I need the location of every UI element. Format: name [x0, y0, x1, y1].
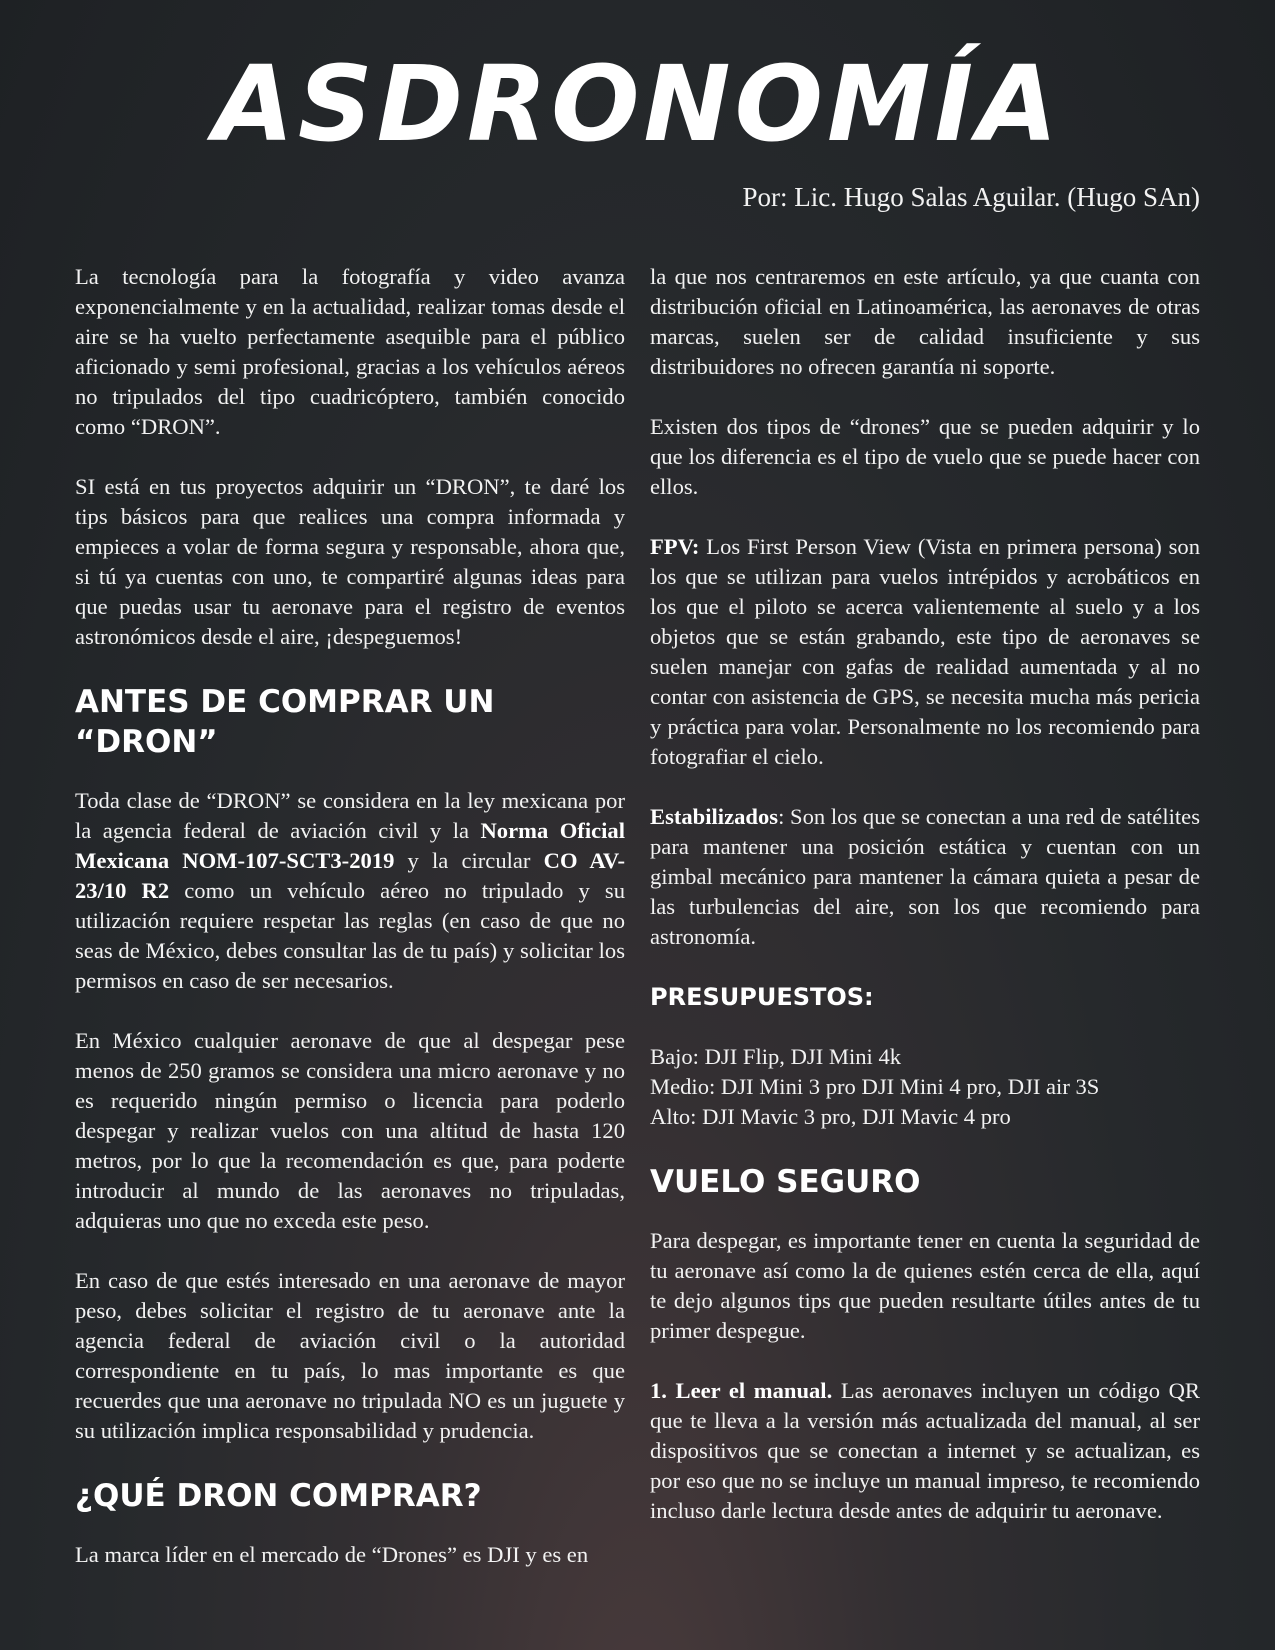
right-column [650, 262, 1200, 1526]
budget-low: Bajo: DJI Flip, DJI Mini 4k [650, 1044, 902, 1069]
purpose-paragraph: SI está en tus proyectos adquirir un “DRON”, te daré los tips básicos para que realices una compra informada y empieces a volar de forma segura y responsable, ahora que, si tú ya cuentas con uno, te compartiré algunas ideas para que puedas usar tu aeronave para el registro de eventos astronómicos desde el aire, ¡despeguemos! [75, 474, 625, 649]
intro-paragraph: La tecnología para la fotografía y video avanza exponencialmente y en la actualidad, realizar tomas desde el aire se ha vuelto perfectamente asequible para el público aficionado y semi profesional, gracias a los vehículos aéreos no tripulados del tipo cuadricóptero, también conocido como “DRON”. [75, 264, 625, 439]
registration-paragraph: En caso de que estés interesado en una aeronave de mayor peso, debes solicitar el registro de tu aeronave ante la agencia federal de aviación civil o la autoridad correspondiente en tu país, lo mas importante es que recuerdes que una aeronave no tripulada NO es un juguete y su utilización implica responsabilidad y prudencia. [75, 1268, 625, 1443]
stabilized-label: Estabilizados [650, 804, 779, 829]
budget-high: Alto: DJI Mavic 3 pro, DJI Mavic 4 pro [650, 1104, 1011, 1129]
fpv-label: FPV: [650, 534, 700, 559]
norma-reference: Norma Oficial Mexicana NOM-107-SCT3-2019 [75, 818, 625, 873]
section-heading-which-drone: ¿QUÉ DRON COMPRAR? [75, 1478, 482, 1514]
section-heading-before-buying: ANTES DE COMPRAR UN “DRON” [75, 684, 495, 760]
left-column [75, 262, 625, 1570]
brand-paragraph: La marca líder en el mercado de “Drones” es DJI y es en [75, 1542, 589, 1567]
section-heading-safe-flight: VUELO SEGURO [650, 1164, 921, 1200]
budget-list [650, 1042, 1200, 1132]
stabilized-paragraph: Estabilizados: Son los que se conectan a una red de satélites para mantener una posición estática y cuentan con un gimbal mecánico para mantener la cámara quieta a pesar de las turbulencias del aire, son los que recomiendo para astronomía. [650, 804, 1200, 949]
safety-paragraph: Para despegar, es importante tener en cuenta la seguridad de tu aeronave así como la de quienes estén cerca de ella, aquí te dejo algunos tips que pueden resultarte útiles antes de tu primer despegue. [650, 1228, 1200, 1343]
author-byline: Por: Lic. Hugo Salas Aguilar. (Hugo SAn) [742, 182, 1200, 212]
weight-limit-paragraph: En México cualquier aeronave de que al despegar pese menos de 250 gramos se considera una micro aeronave y no es requerido ningún permiso o licencia para poderlo despegar y realizar vuelos con una altitud de hasta 120 metros, por lo que la recomendación es que, para poderte introducir al mundo de las aeronaves no tripuladas, adquieras uno que no exceda este peso. [75, 1028, 625, 1233]
brand-continued-paragraph: la que nos centraremos en este artículo, ya que cuanta con distribución oficial en Latinoamérica, las aeronaves de otras marcas, suelen ser de calidad insuficiente y sus distribuidores no ofrecen garantía ni soporte. [650, 264, 1200, 379]
budget-mid: Medio: DJI Mini 3 pro DJI Mini 4 pro, DJI air 3S [650, 1074, 1100, 1099]
tip-manual-paragraph: 1. Leer el manual. Las aeronaves incluyen un código QR que te lleva a la versión más actualizada del manual, al ser dispositivos que se conectan a internet y se actualizan, es por eso que no se incluye un manual impreso, te recomiendo incluso darle lectura desde antes de adquirir tu aeronave. [650, 1378, 1200, 1523]
regulation-paragraph: Toda clase de “DRON” se considera en la ley mexicana por la agencia federal de aviación civil y la Norma Oficial Mexicana NOM-107-SCT3-2019 y la circular CO AV-23/10 R2 como un vehículo aéreo no tripulado y su utilización requiere respetar las reglas (en caso de que no seas de México, debes consultar las de tu país) y solicitar los permisos en caso de ser necesarios. [75, 788, 626, 993]
tip-manual-label: 1. Leer el manual. [650, 1378, 833, 1403]
fpv-paragraph: FPV: Los First Person View (Vista en primera persona) son los que se utilizan para vuelos intrépidos y acrobáticos en los que el piloto se acerca valientemente al suelo y a los objetos que se están grabando, este tipo de aeronaves se suelen manejar con gafas de realidad aumentada y al no contar con asistencia de GPS, se necesita mucha más pericia y práctica para volar. Personalmente no los recomiendo para fotografiar el cielo. [650, 534, 1200, 769]
drone-types-paragraph: Existen dos tipos de “drones” que se pueden adquirir y lo que los diferencia es el tipo de vuelo que se puede hacer con ellos. [650, 414, 1200, 499]
page-title: ASDRONOMÍA [213, 43, 1062, 165]
circular-reference: CO AV-23/10 R2 [75, 848, 625, 903]
budget-heading: PRESUPUESTOS: [650, 983, 874, 1011]
